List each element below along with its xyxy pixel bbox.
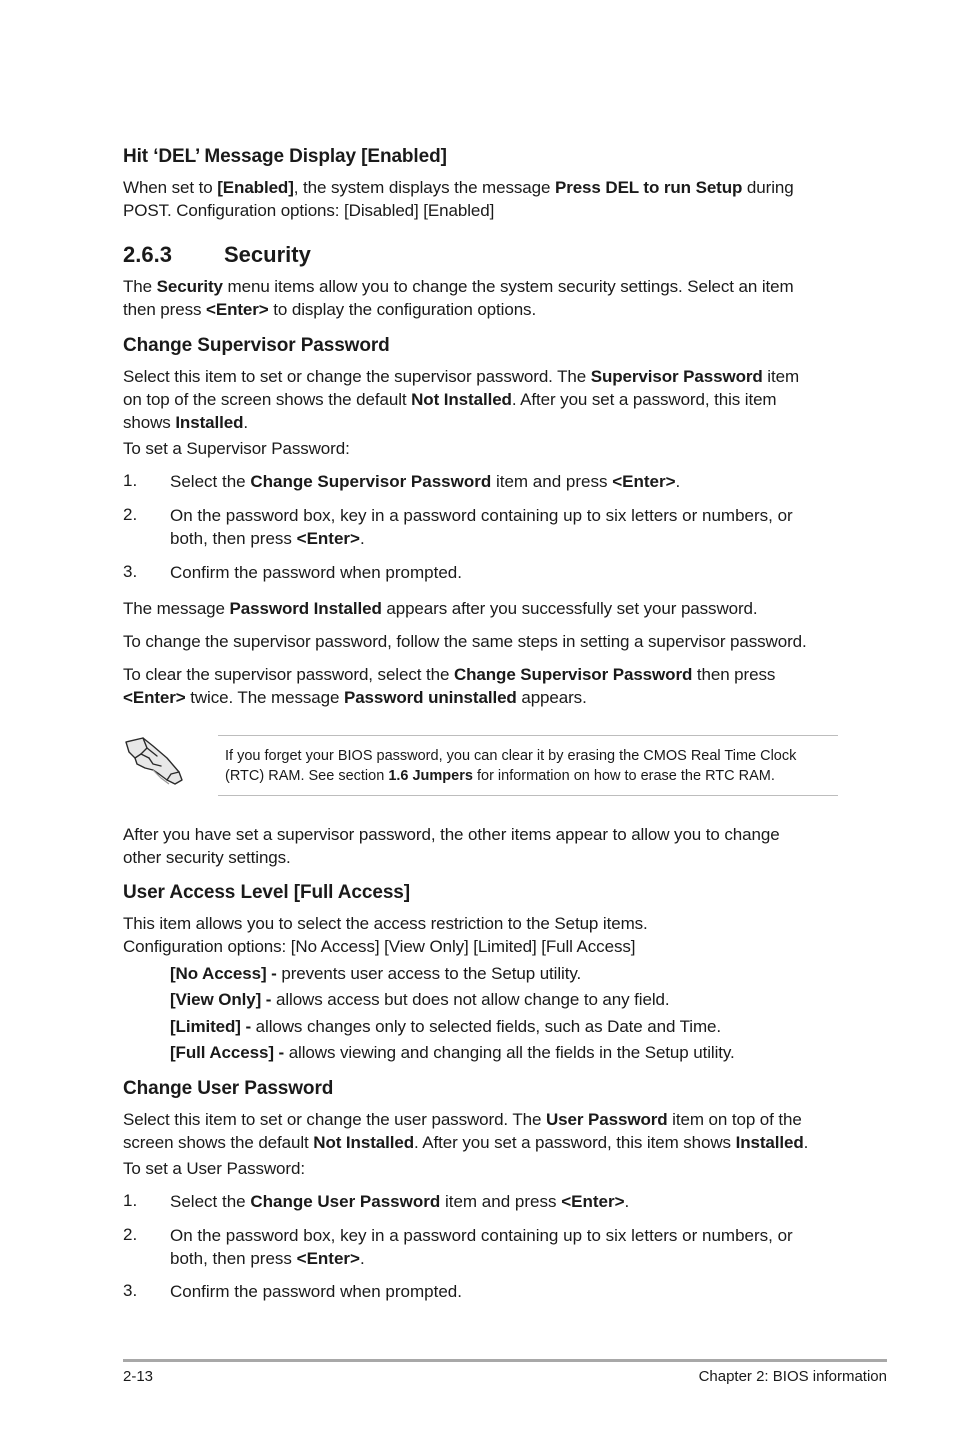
hand-note-icon — [123, 734, 185, 788]
supervisor-step-1: Select the Change Supervisor Password item and press <Enter>. — [170, 472, 681, 491]
user-access-option-limited: [Limited] - allows changes only to selected fields, such as Date and Time. — [170, 1017, 722, 1036]
list-number: 1. — [123, 471, 138, 490]
user-password-description: Select this item to set or change the user password. The User Password item on top of the screen shows the default Not Installed. After you set a password, this item shows Installed. — [123, 1110, 809, 1152]
user-password-to-set: To set a User Password: — [123, 1159, 305, 1178]
user-access-description: This item allows you to select the access restriction to the Setup items. Configuration options: [No Access] [View Only] [Limited] [Full Access] — [123, 914, 648, 956]
note-text: If you forget your BIOS password, you can clear it by erasing the CMOS Real Time Clock (RTC) RAM. See section 1.6 Jumpers for information on how to erase the RTC RAM. — [225, 748, 797, 784]
note-top-rule — [218, 735, 838, 736]
list-number: 3. — [123, 1281, 138, 1300]
list-number: 3. — [123, 562, 138, 581]
supervisor-clear: To clear the supervisor password, select the Change Supervisor Password then press <Enter> twice. The message Password uninstalled appears. — [123, 665, 776, 707]
supervisor-step-3: Confirm the password when prompted. — [170, 563, 462, 582]
supervisor-description: Select this item to set or change the supervisor password. The Supervisor Password item on top of the screen shows the default Not Installed. After you set a password, this item shows Installed. — [123, 367, 800, 432]
section-intro: The Security menu items allow you to change the system security settings. Select an item then press <Enter> to display the configuration options. — [123, 277, 794, 319]
user-password-step-1: Select the Change User Password item and press <Enter>. — [170, 1192, 630, 1211]
supervisor-heading: Change Supervisor Password — [123, 335, 390, 356]
user-password-step-2: On the password box, key in a password containing up to six letters or numbers, or both, then press <Enter>. — [170, 1226, 793, 1268]
user-access-option-no-access: [No Access] - prevents user access to the Setup utility. — [170, 964, 582, 983]
hit-del-paragraph: When set to [Enabled], the system displays the message Press DEL to run Setup during POST. Configuration options: [Disabled] [Enabled] — [123, 178, 794, 220]
section-title: Security — [224, 242, 311, 267]
user-password-heading: Change User Password — [123, 1078, 334, 1099]
footer-page-number: 2-13 — [123, 1368, 154, 1385]
note-bottom-rule — [218, 795, 838, 796]
user-access-option-full-access: [Full Access] - allows viewing and changing all the fields in the Setup utility. — [170, 1043, 735, 1062]
supervisor-message: The message Password Installed appears after you successfully set your password. — [123, 599, 758, 618]
user-access-option-view-only: [View Only] - allows access but does not allow change to any field. — [170, 990, 670, 1009]
after-paragraph: After you have set a supervisor password, the other items appear to allow you to change other security settings. — [123, 825, 780, 867]
list-number: 2. — [123, 505, 138, 524]
list-number: 1. — [123, 1191, 138, 1210]
user-access-heading: User Access Level [Full Access] — [123, 882, 410, 903]
supervisor-step-2: On the password box, key in a password containing up to six letters or numbers, or both, then press <Enter>. — [170, 506, 793, 548]
footer-chapter: Chapter 2: BIOS information — [698, 1368, 887, 1385]
user-password-step-3: Confirm the password when prompted. — [170, 1282, 462, 1301]
section-number: 2.6.3 — [123, 242, 172, 267]
footer-rule — [123, 1359, 887, 1362]
supervisor-change: To change the supervisor password, follow the same steps in setting a supervisor password. — [123, 632, 807, 651]
supervisor-to-set: To set a Supervisor Password: — [123, 439, 350, 458]
list-number: 2. — [123, 1225, 138, 1244]
hit-del-heading: Hit ‘DEL’ Message Display [Enabled] — [123, 146, 447, 167]
